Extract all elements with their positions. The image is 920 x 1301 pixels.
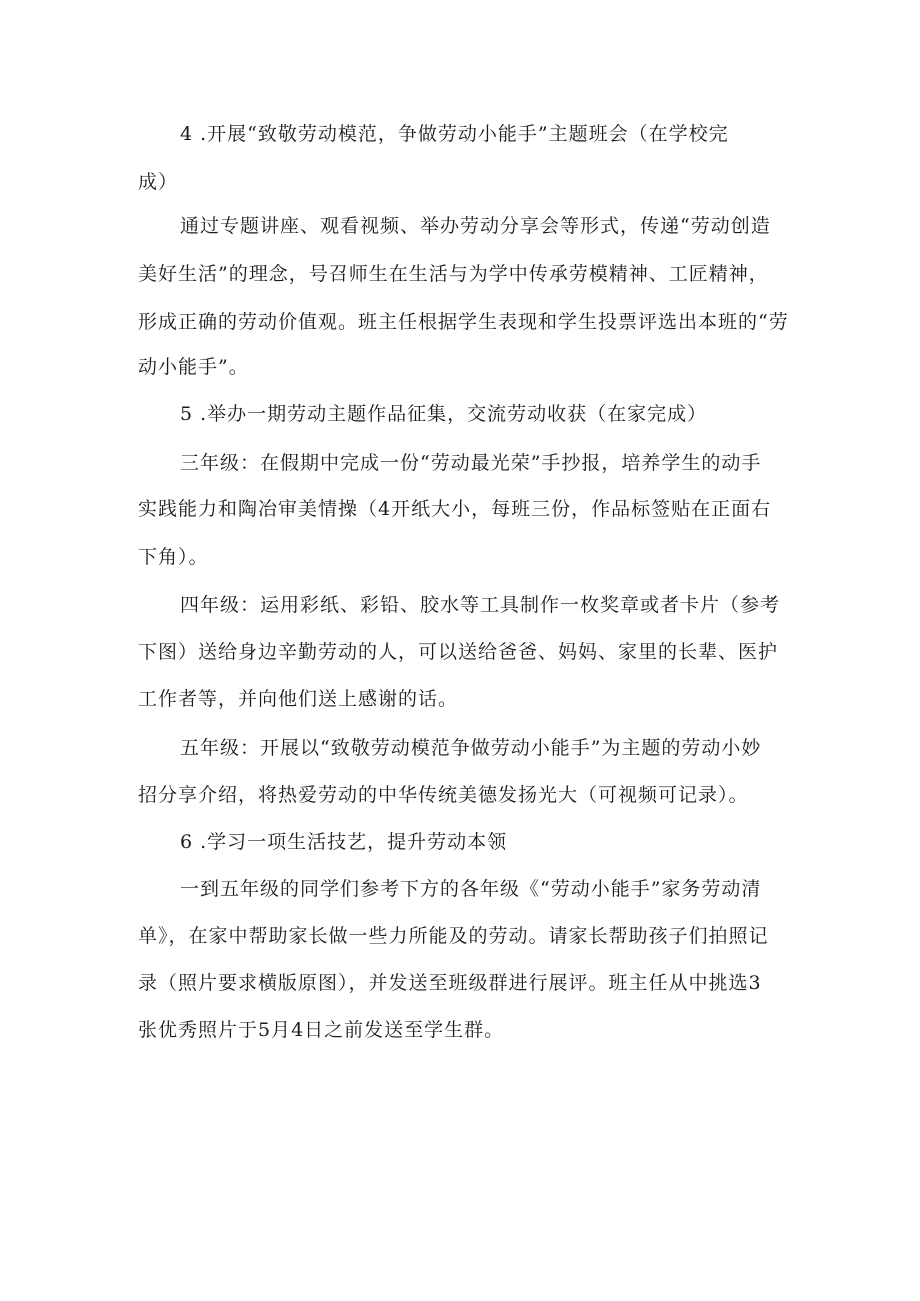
section-6-body-line-3: 录（照片要求横版原图），并发送至班级群进行展评。班主任从中挑选3 <box>138 972 762 994</box>
grade-3-line-1: 三年级：在假期中完成一份“劳动最光荣”手抄报，培养学生的动手 <box>180 452 762 474</box>
section-4-heading-line-2: 成） <box>138 171 179 193</box>
grade-5-line-2: 招分享介绍，将热爱劳动的中华传统美德发扬光大（可视频可记录）。 <box>138 784 749 806</box>
grade-4-line-1: 四年级：运用彩纸、彩铅、胶水等工具制作一枚奖章或者卡片（参考 <box>180 594 781 616</box>
section-6-body-line-2: 单》，在家中帮助家长做一些力所能及的劳动。请家长帮助孩子们拍照记 <box>138 925 769 947</box>
section-6-body-line-4: 张优秀照片于5月4日之前发送至学生群。 <box>138 1019 505 1041</box>
section-4-body-line-2: 美好生活”的理念，号召师生在生活与为学中传承劳模精神、工匠精神， <box>138 263 769 285</box>
section-4-heading-line-1: 4 .开展“致敬劳动模范，争做劳动小能手”主题班会（在学校完 <box>180 123 729 145</box>
section-4-body-line-1: 通过专题讲座、观看视频、举办劳动分享会等形式，传递“劳动创造 <box>180 215 771 237</box>
section-4-body-line-3: 形成正确的劳动价值观。班主任根据学生表现和学生投票评选出本班的“劳 <box>138 311 789 333</box>
grade-4-line-2: 下图）送给身边辛勤劳动的人，可以送给爸爸、妈妈、家里的长辈、医护 <box>138 641 779 663</box>
grade-3-line-2: 实践能力和陶冶审美情操（4开纸大小，每班三份，作品标签贴在正面右 <box>138 498 772 520</box>
section-6-heading: 6 .学习一项生活技艺，提升劳动本领 <box>180 831 508 853</box>
section-5-heading: 5 .举办一期劳动主题作品征集，交流劳动收获（在家完成） <box>180 403 708 425</box>
section-4-body-line-4: 动小能手”。 <box>138 356 249 378</box>
grade-4-line-3: 工作者等，并向他们送上感谢的话。 <box>138 688 459 710</box>
grade-3-line-3: 下角）。 <box>138 546 209 568</box>
grade-5-line-1: 五年级：开展以“致敬劳动模范争做劳动小能手”为主题的劳动小妙 <box>180 737 762 759</box>
section-6-body-line-1: 一到五年级的同学们参考下方的各年级《“劳动小能手”家务劳动清 <box>180 878 762 900</box>
